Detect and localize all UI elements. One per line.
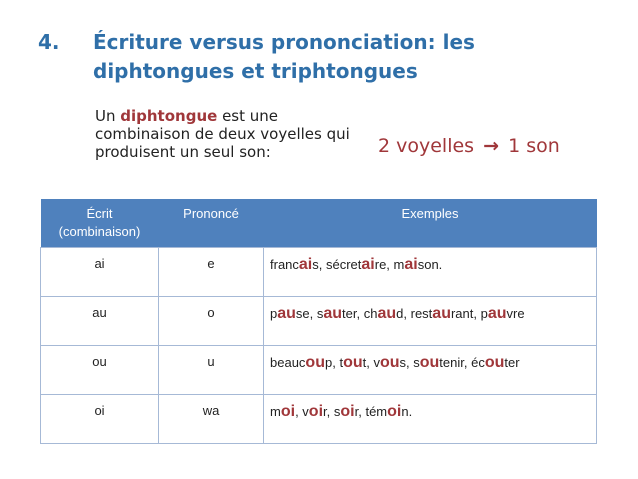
word-prefix: sécret bbox=[325, 257, 362, 272]
example-word bbox=[413, 355, 464, 370]
example-word bbox=[270, 306, 310, 321]
pronounced-cell: wa bbox=[159, 395, 264, 444]
highlighted-vowels: ou bbox=[379, 354, 400, 371]
header-written-line1: Écrit bbox=[86, 206, 113, 221]
intro-highlight-term: diphtongue bbox=[120, 107, 218, 125]
word-prefix: v bbox=[373, 355, 380, 370]
highlighted-vowels: au bbox=[323, 305, 343, 322]
word-suffix: p bbox=[324, 355, 333, 370]
example-word bbox=[270, 404, 295, 419]
example-word bbox=[334, 404, 358, 419]
word-prefix: s bbox=[333, 404, 341, 419]
example-word bbox=[270, 355, 332, 370]
header-pronounced: Prononcé bbox=[159, 199, 264, 248]
highlighted-vowels: oi bbox=[308, 403, 324, 420]
formula-left: 2 voyelles bbox=[378, 135, 475, 157]
example-word bbox=[270, 257, 319, 272]
word-prefix: ch bbox=[363, 306, 378, 321]
highlighted-vowels: oi bbox=[387, 403, 402, 420]
examples-cell: beaucoup, tout, vous, soutenir, écouter bbox=[264, 346, 597, 395]
intro-text bbox=[95, 107, 365, 161]
word-suffix: s bbox=[312, 257, 319, 272]
example-word bbox=[339, 355, 366, 370]
slide-number: 4. bbox=[38, 30, 60, 54]
diphthong-table bbox=[40, 199, 597, 444]
example-word bbox=[411, 306, 474, 321]
pronounced-cell: o bbox=[159, 297, 264, 346]
word-prefix: rest bbox=[410, 306, 433, 321]
highlighted-vowels: ai bbox=[404, 256, 418, 273]
example-word bbox=[364, 306, 404, 321]
header-written bbox=[41, 199, 159, 248]
word-suffix: r bbox=[323, 404, 327, 419]
right-arrow-icon: → bbox=[483, 135, 500, 157]
highlighted-vowels: oi bbox=[280, 403, 296, 420]
table-row bbox=[41, 297, 597, 346]
word-suffix: r bbox=[354, 404, 359, 419]
written-cell: ai bbox=[41, 248, 159, 297]
highlighted-vowels: au bbox=[432, 305, 451, 322]
word-prefix: v bbox=[302, 404, 309, 419]
example-word bbox=[394, 257, 443, 272]
example-word bbox=[481, 306, 525, 321]
highlighted-vowels: ou bbox=[343, 354, 363, 371]
word-suffix: rant bbox=[450, 306, 474, 321]
word-suffix: re bbox=[374, 257, 387, 272]
header-written-line2: (combinaison) bbox=[58, 224, 141, 239]
table-row bbox=[41, 346, 597, 395]
pronounced-cell: u bbox=[159, 346, 264, 395]
example-word bbox=[373, 355, 406, 370]
word-prefix: franc bbox=[270, 257, 299, 272]
word-prefix: éc bbox=[471, 355, 485, 370]
formula-right: 1 son bbox=[508, 135, 560, 157]
word-suffix: ter bbox=[342, 306, 357, 321]
word-suffix: s bbox=[399, 355, 407, 370]
word-suffix: ter bbox=[504, 355, 520, 370]
example-word bbox=[302, 404, 326, 419]
vowel-formula bbox=[378, 135, 560, 157]
word-prefix: p bbox=[480, 306, 488, 321]
word-prefix: m bbox=[270, 404, 281, 419]
word-prefix: t bbox=[339, 355, 344, 370]
slide-title-text: Écriture versus prononciation: les diphtongues et triphtongues bbox=[93, 30, 475, 83]
highlighted-vowels: au bbox=[487, 305, 507, 322]
example-word bbox=[471, 355, 519, 370]
written-cell: ou bbox=[41, 346, 159, 395]
intro-after: est une combinaison de deux voyelles qui produisent un seul son: bbox=[95, 107, 350, 161]
highlighted-vowels: oi bbox=[340, 403, 355, 420]
example-word bbox=[317, 306, 357, 321]
intro-before: Un bbox=[95, 107, 121, 125]
written-cell: oi bbox=[41, 395, 159, 444]
highlighted-vowels: ou bbox=[484, 354, 505, 371]
highlighted-vowels: au bbox=[277, 305, 296, 322]
word-prefix: s bbox=[316, 306, 324, 321]
written-cell: au bbox=[41, 297, 159, 346]
word-suffix: se bbox=[295, 306, 310, 321]
word-suffix: t bbox=[362, 355, 367, 370]
word-suffix: son. bbox=[417, 257, 443, 272]
word-prefix: m bbox=[393, 257, 405, 272]
word-prefix: tém bbox=[365, 404, 388, 419]
pronounced-cell: e bbox=[159, 248, 264, 297]
word-prefix: p bbox=[270, 306, 278, 321]
highlighted-vowels: ou bbox=[305, 354, 325, 371]
examples-cell: francais, sécretaire, maison. bbox=[264, 248, 597, 297]
table-header-row bbox=[41, 199, 597, 248]
word-suffix: tenir bbox=[439, 355, 464, 370]
highlighted-vowels: au bbox=[377, 305, 397, 322]
word-suffix: vre bbox=[506, 306, 525, 321]
header-examples: Exemples bbox=[264, 199, 597, 248]
highlighted-vowels: ai bbox=[298, 256, 313, 273]
examples-cell: moi, voir, soir, témoin. bbox=[264, 395, 597, 444]
slide-title bbox=[38, 28, 618, 86]
word-suffix: d bbox=[396, 306, 404, 321]
highlighted-vowels: ou bbox=[419, 354, 440, 371]
example-word bbox=[365, 404, 412, 419]
highlighted-vowels: ai bbox=[361, 256, 375, 273]
table-row bbox=[41, 248, 597, 297]
example-word bbox=[326, 257, 386, 272]
word-prefix: s bbox=[413, 355, 420, 370]
word-prefix: beauc bbox=[270, 355, 306, 370]
examples-cell: pause, sauter, chaud, restaurant, pauvre bbox=[264, 297, 597, 346]
table-row bbox=[41, 395, 597, 444]
word-suffix: n. bbox=[401, 404, 413, 419]
